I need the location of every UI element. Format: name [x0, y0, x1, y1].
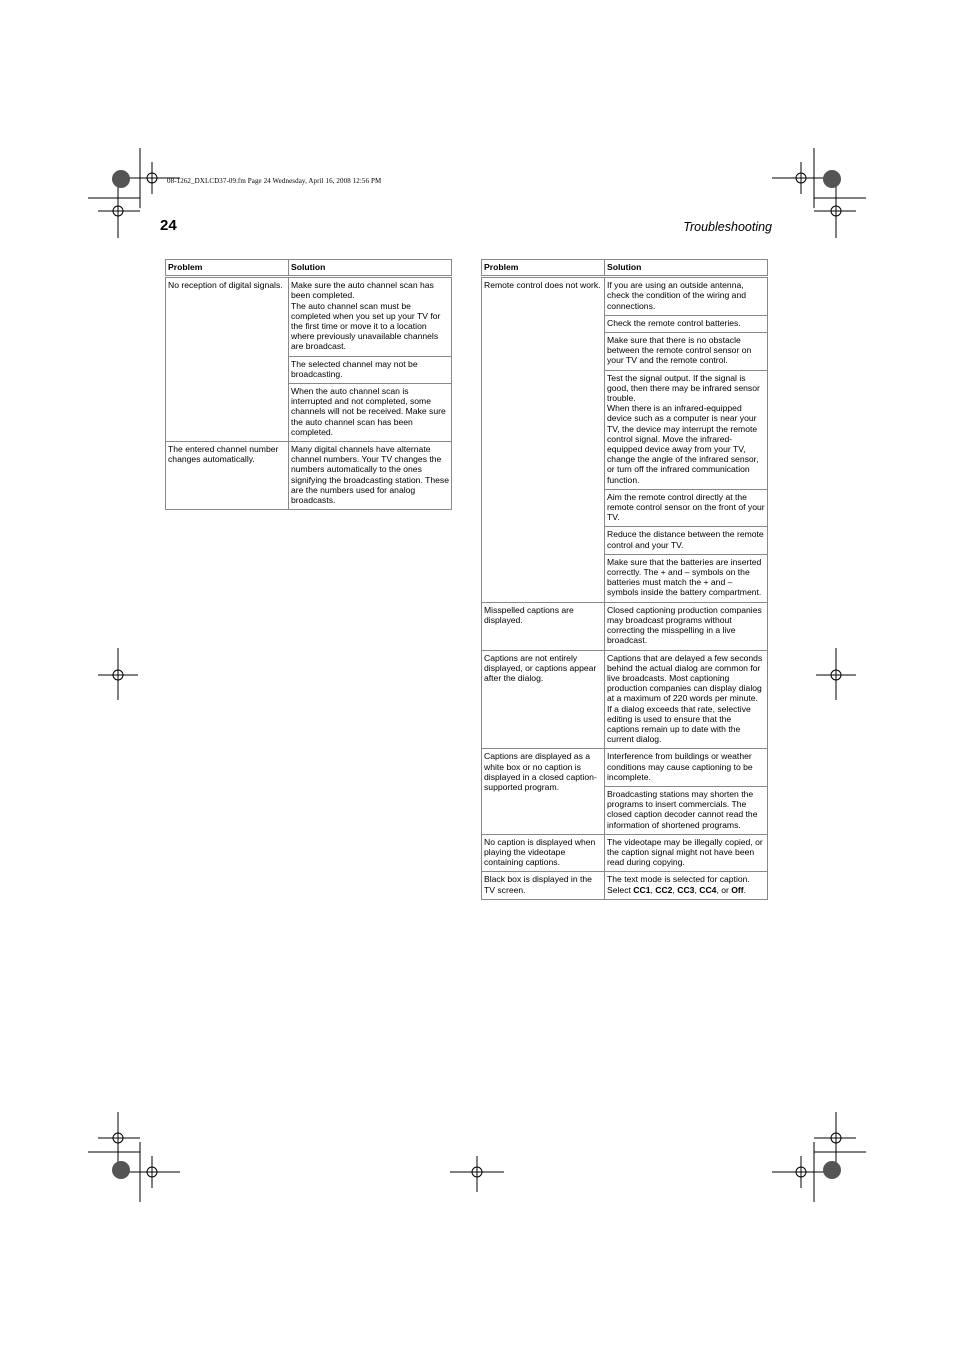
problem-cell: Black box is displayed in the TV screen. — [482, 872, 605, 899]
solution-header: Solution — [289, 260, 452, 277]
problem-cell: Misspelled captions are displayed. — [482, 602, 605, 650]
separator: , — [694, 884, 700, 895]
cc2-option: CC2 — [655, 884, 673, 895]
problem-cell: Captions are displayed as a white box or no caption is displayed in a closed caption-supported program. — [482, 749, 605, 834]
solution-cell: Reduce the distance between the remote control and your TV. — [605, 527, 768, 554]
cc3-option: CC3 — [677, 884, 695, 895]
solution-text: The text mode is selected for caption. Select — [607, 874, 750, 895]
problem-cell: Remote control does not work. — [482, 277, 605, 602]
solution-cell: Test the signal output. If the signal is good, then there may be infrared sensor trouble. When there is an infrared-equipped device such as a computer is near your TV, the device may interrupt the remote control signal. Move the infrared-equipped device away from your TV, change the angle of the infrared sensor, or turn off the infrared communication function. — [605, 370, 768, 489]
solution-cell — [605, 872, 768, 899]
separator: , — [672, 884, 678, 895]
cc1-option: CC1 — [633, 884, 651, 895]
section-title: Troubleshooting — [683, 220, 772, 234]
solution-cell: Make sure that the batteries are inserted correctly. The + and – symbols on the batteries must match the + and – symbols inside the battery compartment. — [605, 554, 768, 602]
cc4-option: CC4 — [699, 884, 717, 895]
solution-cell: The videotape may be illegally copied, or the caption signal might not have been read during copying. — [605, 834, 768, 872]
problem-cell: No reception of digital signals. — [166, 277, 289, 442]
problem-cell: No caption is displayed when playing the videotape containing captions. — [482, 834, 605, 872]
solution-cell: Many digital channels have alternate channel numbers. Your TV changes the numbers automatically to the ones signifying the broadcasting station. These are the numbers used for analog broadcasts. — [289, 442, 452, 510]
solution-cell: Closed captioning production companies may broadcast programs without correcting the misspelling in a live broadcast. — [605, 602, 768, 650]
problem-cell: The entered channel number changes automatically. — [166, 442, 289, 510]
problem-header: Problem — [166, 260, 289, 277]
solution-cell: The selected channel may not be broadcasting. — [289, 356, 452, 383]
solution-cell: Interference from buildings or weather conditions may cause captioning to be incomplete. — [605, 749, 768, 787]
solution-cell: Check the remote control batteries. — [605, 315, 768, 332]
solution-cell: Broadcasting stations may shorten the programs to insert commercials. The closed caption decoder cannot read the information of shortened programs. — [605, 786, 768, 834]
problem-cell: Captions are not entirely displayed, or captions appear after the dialog. — [482, 650, 605, 749]
solution-cell: If you are using an outside antenna, check the condition of the wiring and connections. — [605, 277, 768, 316]
right-troubleshooting-table — [481, 259, 768, 900]
problem-header: Problem — [482, 260, 605, 277]
solution-header: Solution — [605, 260, 768, 277]
solution-cell: Aim the remote control directly at the remote control sensor on the front of your TV. — [605, 489, 768, 527]
page-number: 24 — [160, 217, 177, 234]
solution-cell: Captions that are delayed a few seconds behind the actual dialog are common for live broadcasts. Most captioning production companies can display dialog at a maximum of 220 words per minute. If a dialog exceeds that rate, selective editing is used to ensure that the captions remain up to date with the current dialog. — [605, 650, 768, 749]
separator: , or — [716, 884, 732, 895]
separator: . — [743, 884, 747, 895]
off-option: Off — [731, 884, 744, 895]
solution-cell: When the auto channel scan is interrupted and not completed, some channels will not be received. Make sure the auto channel scan has been completed. — [289, 384, 452, 442]
file-info: 08-1262_DXLCD37-09.fm Page 24 Wednesday, April 16, 2008 12:56 PM — [167, 177, 382, 185]
separator: , — [650, 884, 656, 895]
left-troubleshooting-table — [165, 259, 452, 510]
solution-cell: Make sure the auto channel scan has been completed. The auto channel scan must be completed when you set up your TV for the first time or move it to a location where previously unavailable channels are broadcast. — [289, 277, 452, 356]
solution-cell: Make sure that there is no obstacle between the remote control sensor on your TV and the remote control. — [605, 333, 768, 371]
